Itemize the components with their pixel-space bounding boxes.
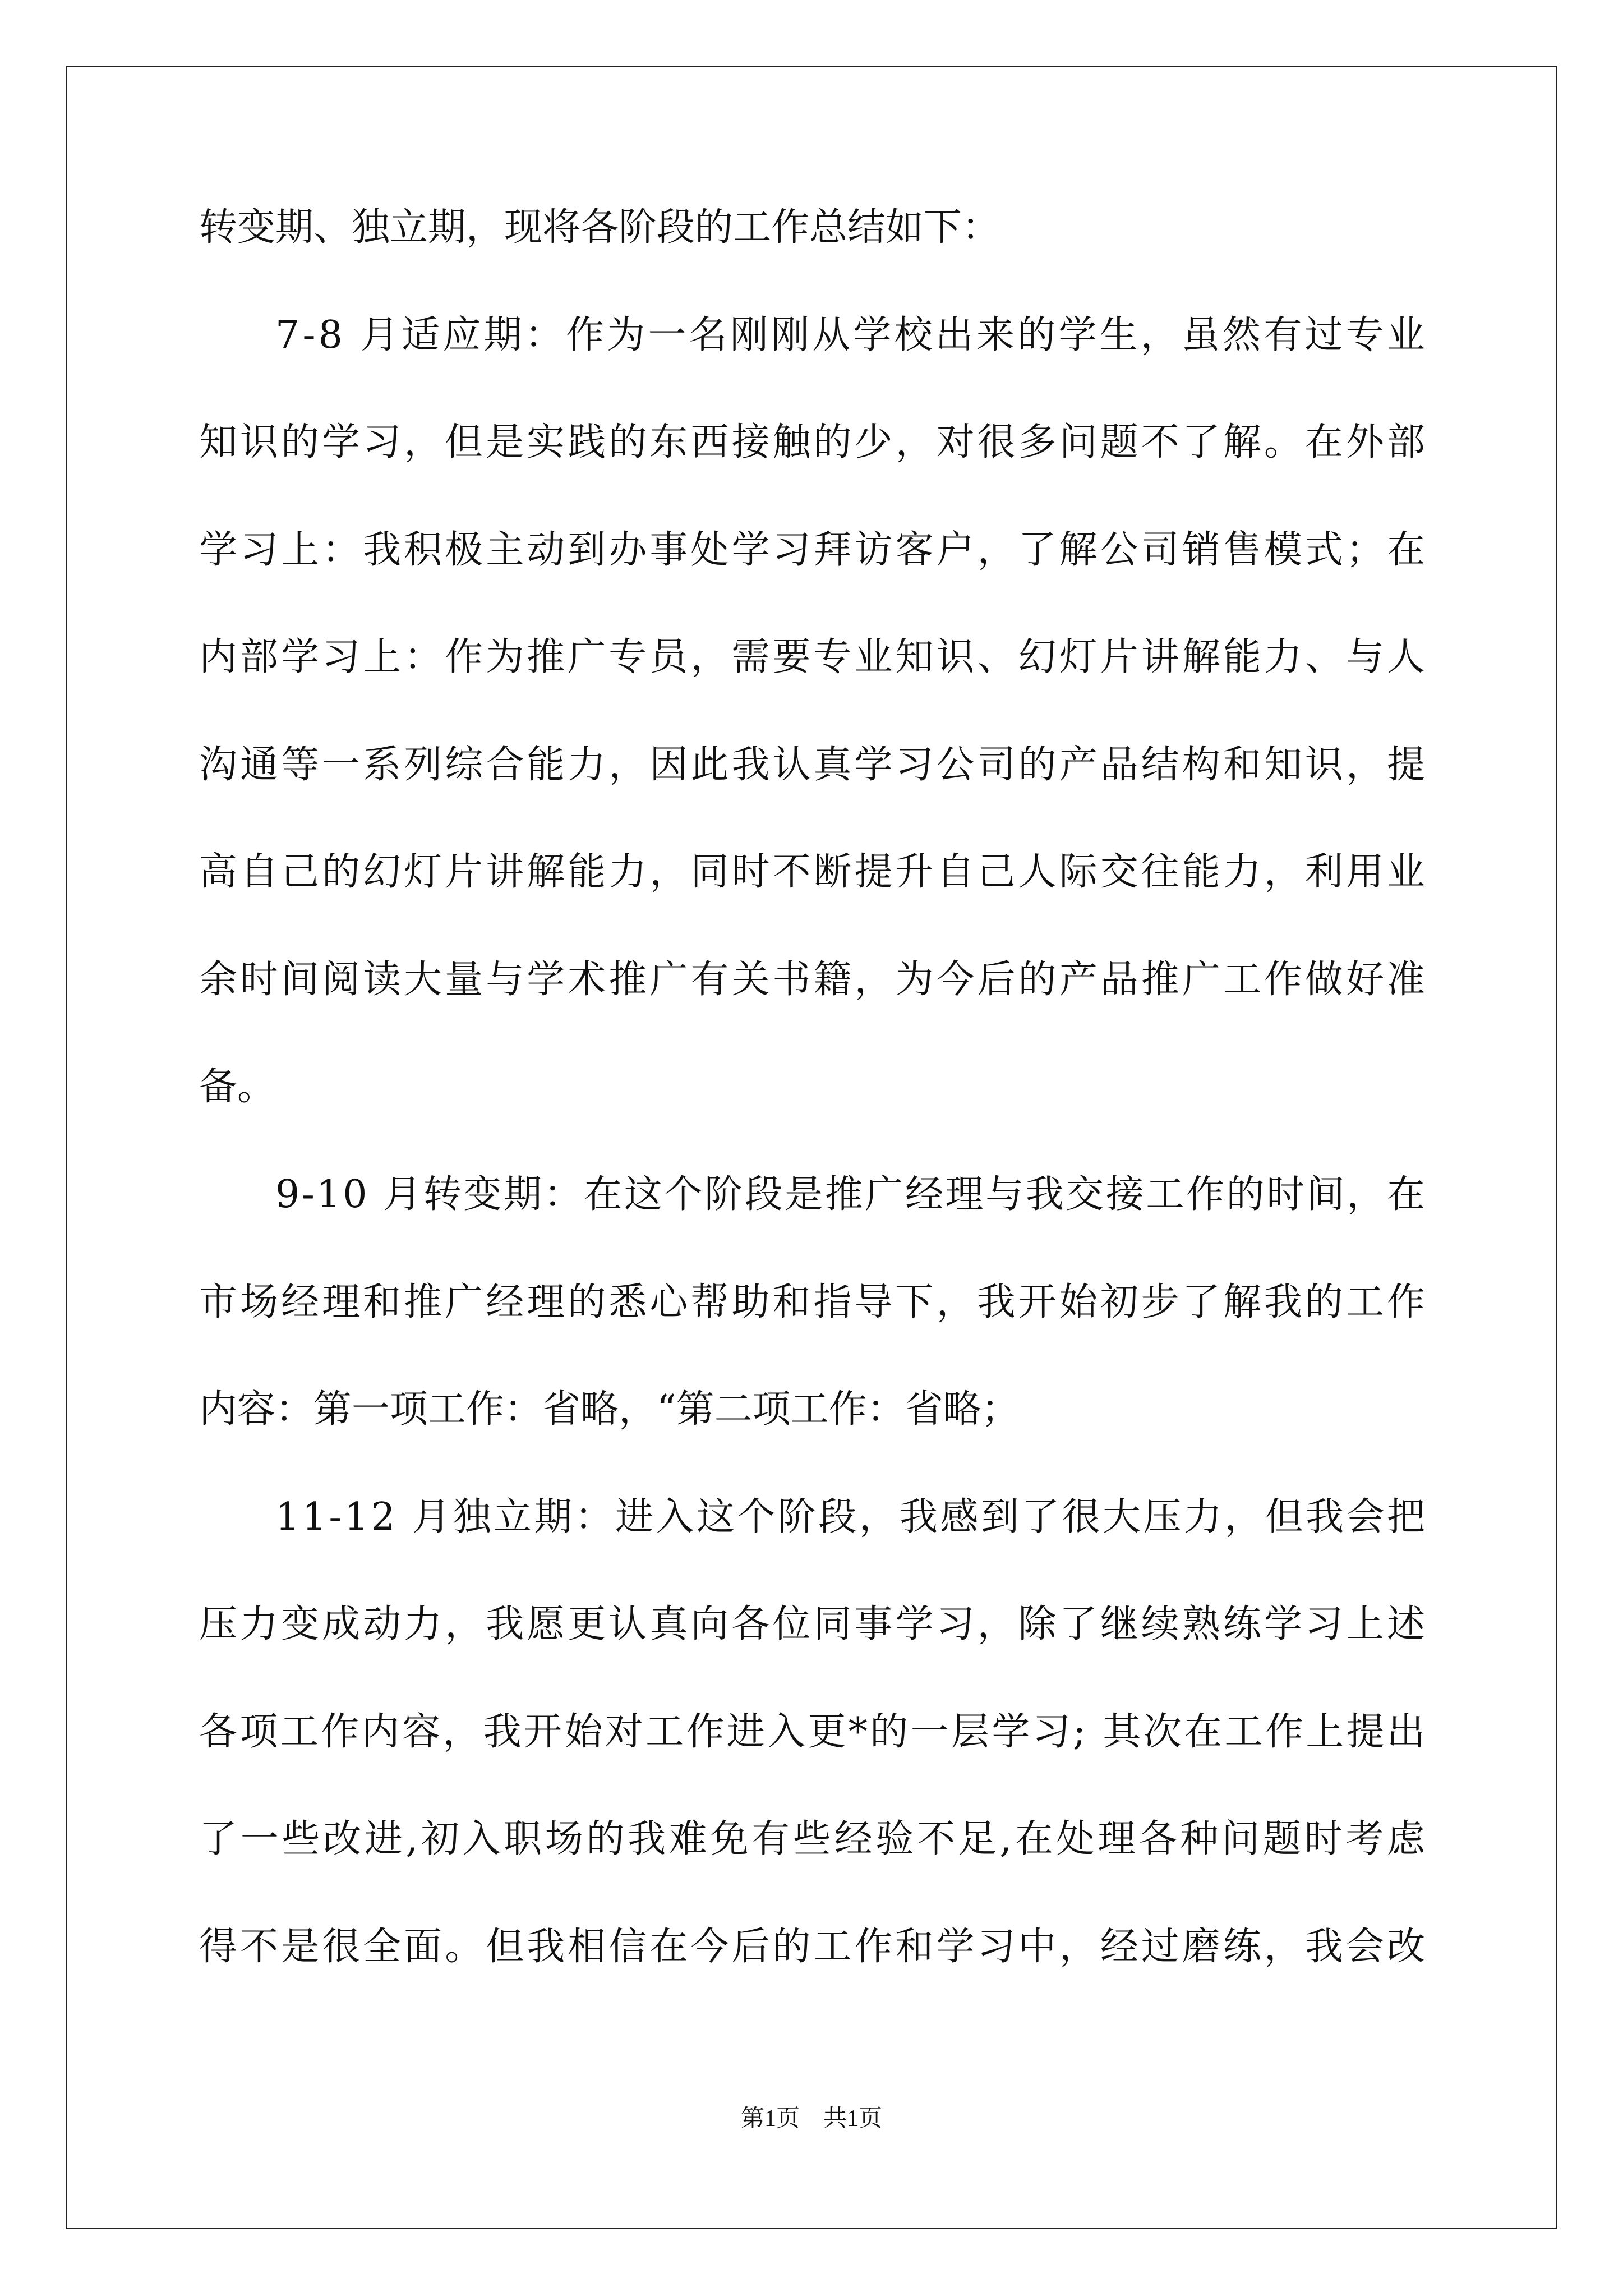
text-line: 11-12 月独立期：进入这个阶段，我感到了很大压力，但我会把 [275, 1495, 1428, 1539]
text-line: 内容：第一项工作：省略，“第二项工作：省略； [199, 1387, 1020, 1432]
text-line: 备。 [199, 1065, 276, 1109]
text-line: 内部学习上：作为推广专员，需要专业知识、幻灯片讲解能力、与人 [199, 635, 1428, 679]
text-line: 了一些改进,初入职场的我难免有些经验不足,在处理各种问题时考虑 [199, 1817, 1428, 1861]
text-line: 学习上：我积极主动到办事处学习拜访客户，了解公司销售模式；在 [199, 528, 1428, 572]
text-line: 压力变成动力，我愿更认真向各位同事学习，除了继续熟练学习上述 [199, 1602, 1428, 1646]
text-line: 沟通等一系列综合能力，因此我认真学习公司的产品结构和知识，提 [199, 743, 1428, 787]
page-border [66, 66, 1557, 2229]
text-line: 高自己的幻灯片讲解能力，同时不断提升自己人际交往能力，利用业 [199, 850, 1428, 894]
page-number: 第1页 共1页 [740, 2106, 882, 2132]
text-line: 余时间阅读大量与学术推广有关书籍，为今后的产品推广工作做好准 [199, 958, 1428, 1002]
text-line: 各项工作内容，我开始对工作进入更*的一层学习; 其次在工作上提出 [199, 1710, 1428, 1754]
text-line: 9-10 月转变期：在这个阶段是推广经理与我交接工作的时间，在 [275, 1172, 1427, 1217]
text-line: 7-8 月适应期：作为一名刚刚从学校出来的学生，虽然有过专业 [275, 313, 1428, 357]
text-line: 知识的学习，但是实践的东西接触的少，对很多问题不了解。在外部 [199, 420, 1428, 464]
text-line: 转变期、独立期，现将各阶段的工作总结如下： [199, 205, 1000, 250]
text-line: 得不是很全面。但我相信在今后的工作和学习中，经过磨练，我会改 [199, 1925, 1428, 1969]
text-line: 市场经理和推广经理的悉心帮助和指导下，我开始初步了解我的工作 [199, 1280, 1428, 1324]
